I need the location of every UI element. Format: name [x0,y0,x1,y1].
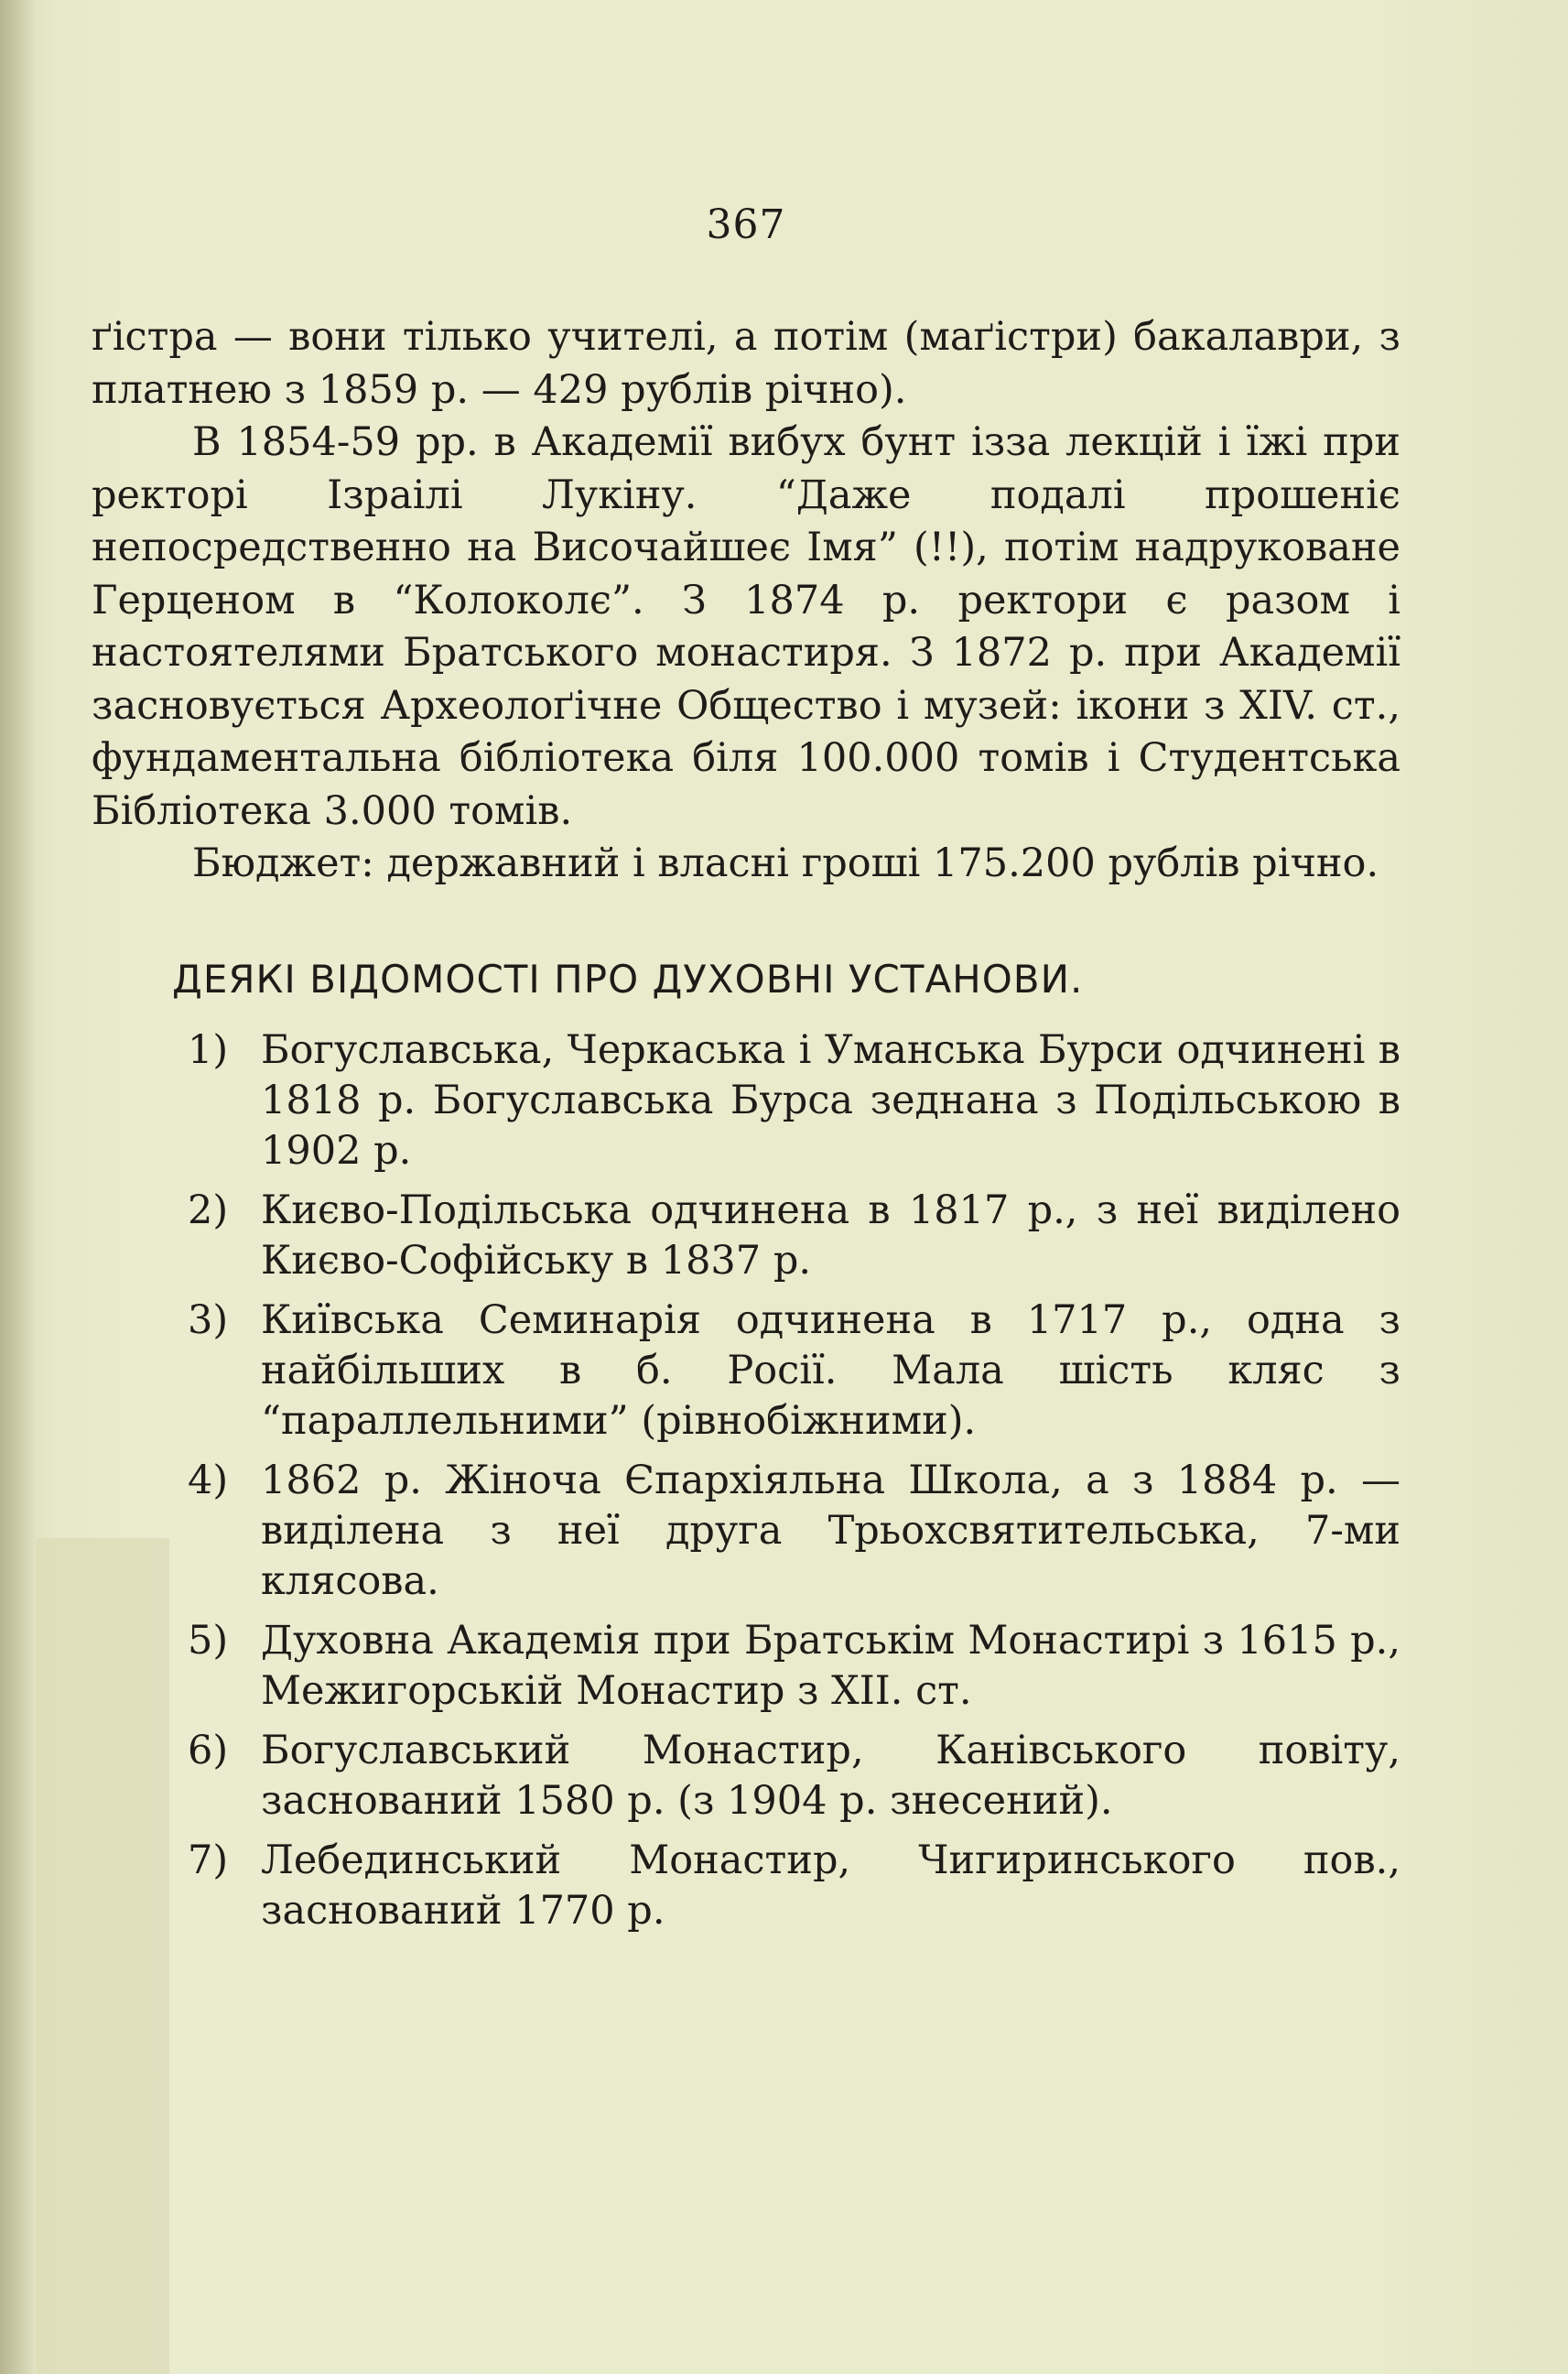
paragraph-continuation: ґістра — вони тілько учителі, а потім (маґістри) бакалаври, з платнею з 1859 р. — 429 рублів річно). [92,314,1400,413]
paragraph-academy-history: В 1854-59 рр. в Академії вибух бунт ізза лекцій і їжі при ректорі Ізраілі Лукіну. “Даже подалі прошеніє непосредственно на Височайшеє Імя” (!!), потім надруковане Герценом в “Колоколє”. З 1874 р. ректори є разом і настоятелями Братського монастиря. З 1872 р. при Академії засновується Археолоґічне Общество і музей: ікони з XIV. ст., фундаментальна бібліотека біля 100.000 томів і Студентська Бібліотека 3.000 томів. [92,419,1400,834]
list-item [188,1836,1400,1936]
page-number: 367 [706,201,786,248]
list-item [188,1186,1400,1286]
paragraph-budget: Бюджет: державний і власні гроші 175.200 рублів річно. [192,840,1379,886]
list-item-number: 6) [188,1728,229,1773]
list-item-number: 7) [188,1837,229,1883]
list-item-text: Богуславський Монастир, Канівського повіту, заснований 1580 р. (з 1904 р. знесений). [261,1728,1400,1824]
list-item [188,1456,1400,1607]
spine-shadow [0,0,37,2374]
list-item-number: 3) [188,1297,229,1343]
list-item-text: Лебединський Монастир, Чигиринського пов., заснований 1770 р. [261,1837,1400,1934]
list-item-text: Богуславська, Черкаська і Уманська Бурси одчинені в 1818 р. Богуславська Бурса зеднана з Подільською в 1902 р. [261,1027,1400,1174]
list-item-text: Духовна Академія при Братськім Монастирі з 1615 р., Межигорській Монастир з XII. ст. [261,1618,1400,1714]
list-item-number: 2) [188,1187,229,1233]
list-item-text: Київська Семинарія одчинена в 1717 р., одна з найбільших в б. Росії. Мала шість кляс з “параллельними” (рівнобіжними). [261,1297,1400,1444]
institutions-list [188,1025,1400,1946]
list-item-number: 1) [188,1027,229,1073]
list-item-number: 5) [188,1618,229,1664]
list-item-text: 1862 р. Жіноча Єпархіяльна Школа, а з 1884 р. — виділена з неї друга Трьохсвятительська, 7-ми клясова. [261,1458,1400,1604]
page-edge-shading [37,1538,169,2374]
list-item-text: Києво-Подільська одчинена в 1817 р., з неї виділено Києво-Софійську в 1837 р. [261,1187,1400,1284]
list-item [188,1295,1400,1447]
list-item-number: 4) [188,1458,229,1503]
list-item [188,1025,1400,1176]
section-heading: ДЕЯКІ ВІДОМОСТІ ПРО ДУХОВНІ УСТАНОВИ. [172,957,1084,1002]
list-item [188,1726,1400,1827]
body-text [92,311,1400,891]
list-item [188,1616,1400,1717]
